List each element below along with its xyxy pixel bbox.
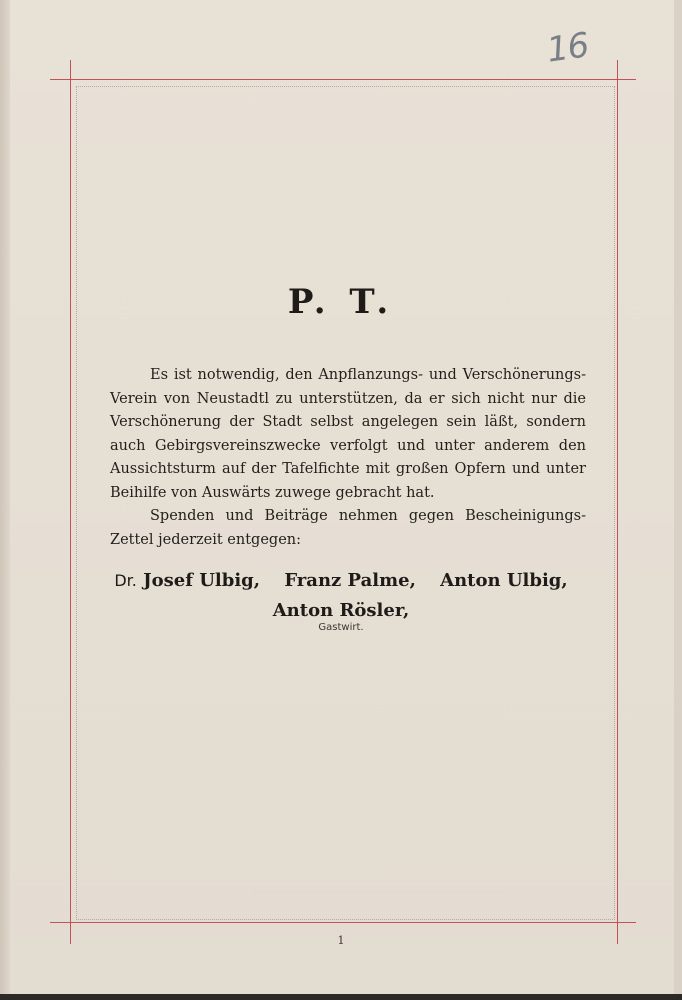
page-number: 1 [337, 934, 345, 947]
signer-name: Franz Palme, [284, 570, 416, 591]
frame-bottom-line [50, 922, 636, 923]
signature-block [0, 566, 682, 626]
frame-left-line [70, 60, 71, 944]
signer-occupation: Gastwirt. [318, 622, 364, 633]
frame-top-line [50, 79, 636, 80]
scan-border [0, 994, 682, 1000]
title-prefix: Dr. [114, 571, 137, 590]
paragraph: Spenden und Beiträge nehmen gegen Bescheinigungs-Zettel jederzeit entgegen: [110, 508, 586, 548]
frame-right-line [617, 60, 618, 944]
body-text [110, 364, 586, 552]
binding-edge [0, 0, 10, 1000]
handwritten-folio-number: 16 [544, 25, 591, 71]
signer-name: Anton Ulbig, [440, 570, 568, 591]
paragraph: Es ist notwendig, den Anpflanzungs- und Verschönerungs-Verein von Neustadtl zu unterstützen, da er sich nicht nur die Verschönerung der Stadt selbst angelegen sein läßt, sondern auch Gebirgsvereinszwecke verfolgt und unter anderem den Aussichtsturm auf der Tafelfichte mit großen Opfern und unter Beihilfe von Auswärts zuwege gebracht hat. [110, 367, 586, 501]
signer-row [0, 566, 682, 596]
signer-name: Anton Rösler, [272, 600, 410, 621]
page-title: P. T. [287, 282, 395, 322]
signer-name: Josef Ulbig, [143, 570, 261, 591]
page-edge [674, 0, 682, 1000]
